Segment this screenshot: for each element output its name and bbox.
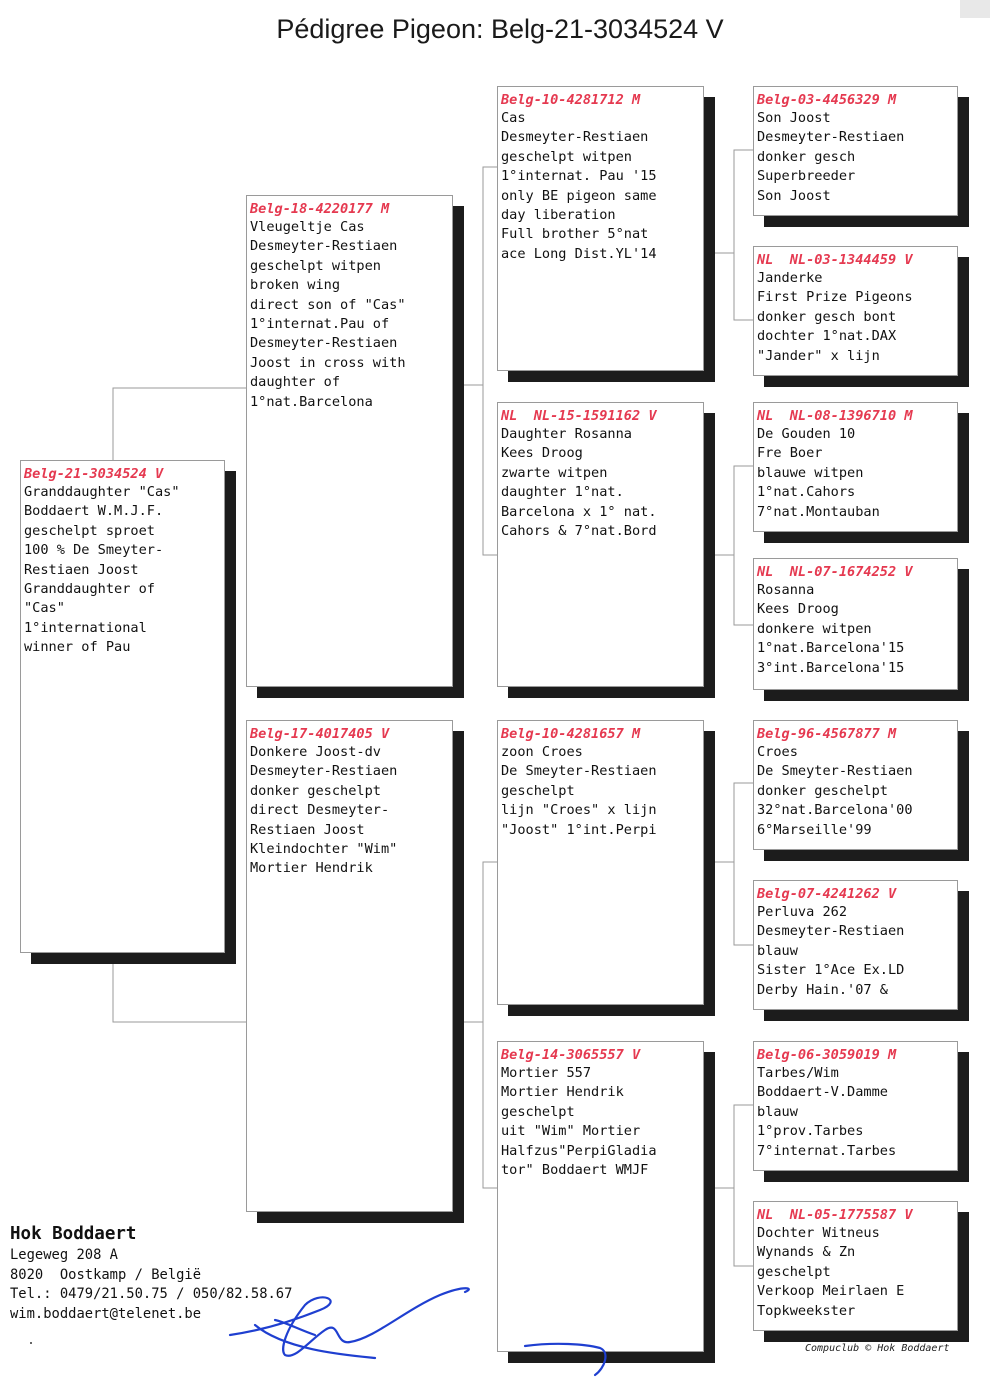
description-line: 3°int.Barcelona'15 [757, 659, 905, 676]
pigeon-ring-number: NL NL-03-1344459 V [757, 252, 913, 268]
pedigree-box-mff [753, 720, 958, 850]
description-line: donker gesch [757, 148, 856, 165]
description-line: Barcelona x 1° nat. [501, 503, 657, 520]
description-line: 1°nat.Barcelona [250, 393, 373, 410]
pigeon-ring-number: Belg-17-4017405 V [250, 726, 390, 742]
pigeon-description [757, 425, 955, 522]
description-line: only BE pigeon same [501, 187, 657, 204]
breeder-address: Legeweg 208 A [10, 1247, 118, 1263]
pigeon-ring-number: NL NL-07-1674252 V [757, 564, 913, 580]
description-line: blauw [757, 1103, 798, 1120]
pigeon-ring-number: Belg-14-3065557 V [501, 1047, 641, 1063]
description-line: direct son of "Cas" [250, 296, 406, 313]
description-line: blauw [757, 942, 798, 959]
description-line: donkere witpen [757, 620, 872, 637]
pedigree-box-father [246, 195, 453, 687]
pedigree-box-mf [497, 720, 704, 1005]
pigeon-ring-number: NL NL-08-1396710 M [757, 408, 913, 424]
pedigree-box-fff [753, 86, 958, 216]
description-line: Croes [757, 744, 798, 760]
breeder-email: wim.boddaert@telenet.be [10, 1305, 202, 1322]
pigeon-ring-number: Belg-21-3034524 V [24, 466, 164, 482]
description-line: geschelpt witpen [250, 257, 381, 274]
description-line: geschelpt sproet [24, 522, 155, 539]
description-line: 7°nat.Montauban [757, 503, 880, 520]
pigeon-description [24, 483, 222, 658]
description-line: Desmeyter-Restiaen [501, 129, 649, 146]
breeder-phone: Tel.: 0479/21.50.75 / 050/82.58.67 [10, 1286, 293, 1302]
description-line: tor" Boddaert WMJF [501, 1162, 649, 1179]
pedigree-box-fmm [753, 558, 958, 690]
description-line: Vleugeltje Cas [250, 219, 365, 235]
description-line: geschelpt [501, 782, 575, 799]
pedigree-box-fm [497, 402, 704, 687]
pigeon-description [757, 109, 955, 206]
description-line: 1°internat. Pau '15 [501, 168, 657, 185]
software-credit: Compuclub © Hok Boddaert [805, 1343, 950, 1354]
pigeon-ring-number: Belg-07-4241262 V [757, 886, 897, 902]
pigeon-description [501, 425, 701, 541]
description-line: Granddaughter of [24, 581, 155, 598]
description-line: geschelpt [501, 1103, 575, 1120]
description-line: direct Desmeyter- [250, 802, 390, 819]
pedigree-box-fmf [753, 402, 958, 532]
pedigree-box-mmm [753, 1201, 958, 1331]
description-line: uit "Wim" Mortier [501, 1123, 641, 1140]
description-line: Daughter Rosanna [501, 426, 632, 442]
pigeon-ring-number: Belg-18-4220177 M [250, 201, 390, 217]
pedigree-box-mmf [753, 1041, 958, 1171]
description-line: donker gesch bont [757, 308, 897, 325]
description-line: winner of Pau [24, 639, 131, 656]
description-line: Son Joost [757, 110, 831, 126]
description-line: 6°Marseille'99 [757, 821, 872, 838]
description-line: Fre Boer [757, 445, 823, 462]
description-line: Boddaert W.M.J.F. [24, 503, 164, 520]
description-line: Desmeyter-Restiaen [757, 923, 905, 940]
pigeon-description [501, 1064, 701, 1180]
description-line: De Gouden 10 [757, 426, 856, 442]
description-line: donker geschelpt [757, 782, 888, 799]
pigeon-description [757, 743, 955, 840]
description-line: donker geschelpt [250, 782, 381, 799]
pigeon-description [757, 581, 955, 678]
description-line: First Prize Pigeons [757, 289, 913, 306]
pedigree-box-mother [246, 720, 453, 1212]
pigeon-ring-number: Belg-06-3059019 M [757, 1047, 897, 1063]
description-line: "Jander" x lijn [757, 347, 880, 364]
description-line: Rosanna [757, 582, 815, 598]
description-line: Perluva 262 [757, 904, 848, 920]
description-line: Verkoop Meirlaen E [757, 1283, 905, 1300]
description-line: Boddaert-V.Damme [757, 1084, 888, 1101]
pedigree-box-ff [497, 86, 704, 371]
description-line: Mortier Hendrik [250, 860, 373, 877]
description-line: lijn "Croes" x lijn [501, 802, 657, 819]
description-line: Son Joost [757, 187, 831, 204]
pigeon-description [757, 1064, 955, 1161]
pigeon-description [250, 743, 450, 879]
description-line: 1°nat.Cahors [757, 484, 856, 501]
description-line: blauwe witpen [757, 464, 864, 481]
description-line: zoon Croes [501, 744, 583, 760]
description-line: Granddaughter "Cas" [24, 484, 180, 500]
description-line: Full brother 5°nat [501, 226, 649, 243]
description-line: Derby Hain.'07 & [757, 981, 888, 998]
description-line: Kleindochter "Wim" [250, 841, 398, 858]
description-line: dochter 1°nat.DAX [757, 328, 897, 345]
description-line: daughter of [250, 374, 341, 391]
pigeon-description [757, 903, 955, 1000]
description-line: Sister 1°Ace Ex.LD [757, 962, 905, 979]
description-line: Cahors & 7°nat.Bord [501, 523, 657, 540]
description-line: 1°nat.Barcelona'15 [757, 640, 905, 657]
pigeon-description [250, 218, 450, 412]
page-title: Pédigree Pigeon: Belg-21-3034524 V [276, 14, 724, 44]
description-line: Mortier 557 [501, 1065, 592, 1081]
description-line: day liberation [501, 207, 616, 224]
description-line: 32°nat.Barcelona'00 [757, 802, 913, 819]
pedigree-box-subject [20, 460, 225, 953]
description-line: Restiaen Joost [250, 821, 365, 838]
pigeon-ring-number: Belg-03-4456329 M [757, 92, 897, 108]
description-line: "Cas" [24, 600, 65, 617]
handwritten-signature [225, 1280, 645, 1380]
description-line: geschelpt witpen [501, 148, 632, 165]
description-line: Kees Droog [501, 445, 583, 462]
pigeon-description [757, 1224, 955, 1321]
pigeon-ring-number: Belg-10-4281712 M [501, 92, 641, 108]
description-line: 7°internat.Tarbes [757, 1142, 897, 1159]
description-line: 1°international [24, 619, 147, 636]
description-line: Desmeyter-Restiaen [250, 238, 398, 255]
pigeon-ring-number: Belg-96-4567877 M [757, 726, 897, 742]
description-line: zwarte witpen [501, 464, 608, 481]
description-line: Janderke [757, 270, 823, 286]
description-line: ace Long Dist.YL'14 [501, 245, 657, 262]
pigeon-description [757, 269, 955, 366]
description-line: Wynands & Zn [757, 1244, 856, 1261]
description-line: geschelpt [757, 1263, 831, 1280]
scan-speck [30, 1342, 32, 1344]
description-line: Cas [501, 110, 526, 126]
description-line: De Smeyter-Restiaen [757, 763, 913, 780]
description-line: 1°internat.Pau of [250, 316, 390, 333]
pigeon-ring-number: Belg-10-4281657 M [501, 726, 641, 742]
description-line: Mortier Hendrik [501, 1084, 624, 1101]
description-line: 1°prov.Tarbes [757, 1123, 864, 1140]
breeder-name: Hok Boddaert [10, 1224, 137, 1244]
description-line: Kees Droog [757, 601, 839, 618]
breeder-city: 8020 Oostkamp / België [10, 1266, 202, 1283]
description-line: Tarbes/Wim [757, 1065, 839, 1081]
description-line: Restiaen Joost [24, 561, 139, 578]
description-line: Topkweekster [757, 1302, 856, 1319]
pedigree-box-ffm [753, 246, 958, 376]
description-line: Superbreeder [757, 168, 856, 185]
description-line: 100 % De Smeyter- [24, 542, 164, 559]
description-line: Desmeyter-Restiaen [757, 129, 905, 146]
description-line: Desmeyter-Restiaen [250, 763, 398, 780]
pigeon-description [501, 743, 701, 840]
pigeon-description [501, 109, 701, 264]
pedigree-box-mfm [753, 880, 958, 1010]
description-line: Joost in cross with [250, 354, 406, 371]
description-line: Desmeyter-Restiaen [250, 335, 398, 352]
description-line: Donkere Joost-dv [250, 744, 381, 760]
pigeon-ring-number: NL NL-15-1591162 V [501, 408, 657, 424]
pigeon-ring-number: NL NL-05-1775587 V [757, 1207, 913, 1223]
description-line: daughter 1°nat. [501, 484, 624, 501]
description-line: Dochter Witneus [757, 1225, 880, 1241]
description-line: De Smeyter-Restiaen [501, 763, 657, 780]
description-line: broken wing [250, 277, 341, 294]
description-line: "Joost" 1°int.Perpi [501, 821, 657, 838]
description-line: Halfzus"PerpiGladia [501, 1142, 657, 1159]
